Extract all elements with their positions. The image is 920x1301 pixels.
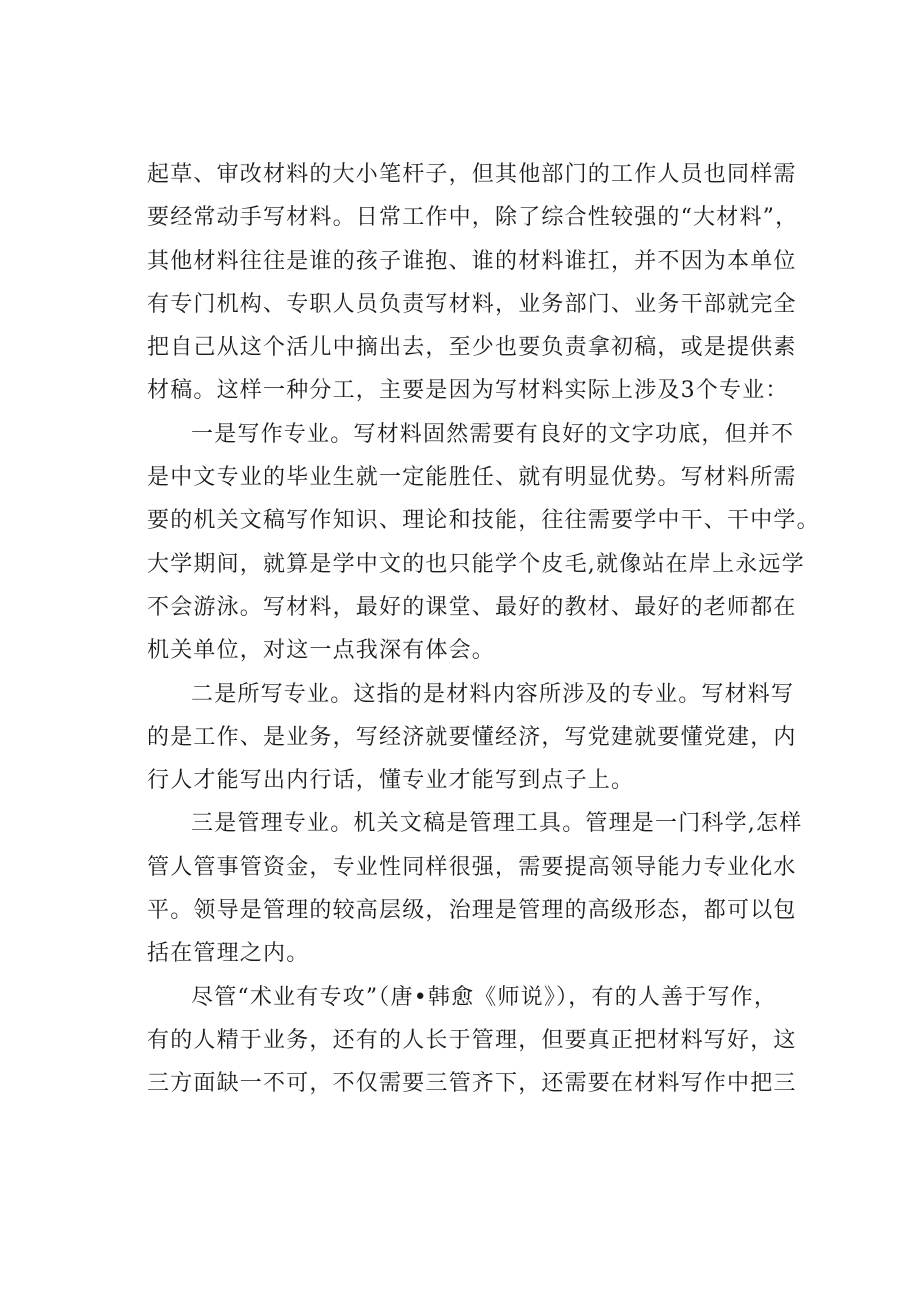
text-line: 是中文专业的毕业生就一定能胜任、就有明显优势。写材料所需 [147, 465, 797, 491]
text-line: 管人管事管资金，专业性同样很强，需要提高领导能力专业化水 [147, 854, 797, 880]
paragraph-first-line: 尽管“术业有专攻”（唐•韩愈《师说》），有的人善于写作， [191, 984, 778, 1010]
text-line: 三方面缺一不可，不仅需要三管齐下，还需要在材料写作中把三 [147, 1071, 797, 1097]
paragraph-first-line: 一是写作专业。写材料固然需要有良好的文字功底，但并不 [191, 421, 795, 447]
text-line: 机关单位，对这一点我深有体会。 [147, 638, 496, 664]
paragraph-first-line: 三是管理专业。机关文稿是管理工具。管理是一门科学,怎样 [191, 811, 803, 837]
body-text [147, 153, 820, 1106]
text-line: 其他材料往往是谁的孩子谁抱、谁的材料谁扛，并不因为本单位 [147, 248, 797, 274]
text-line: 把自己从这个活儿中摘出去，至少也要负责拿初稿，或是提供素 [147, 335, 797, 361]
text-line: 大学期间，就算是学中文的也只能学个皮毛,就像站在岸上永远学 [147, 551, 805, 577]
text-line: 有的人精于业务，还有的人长于管理，但要真正把材料写好，这 [147, 1027, 797, 1053]
text-line: 括在管理之内。 [147, 941, 310, 967]
text-line: 的是工作、是业务，写经济就要懂经济，写党建就要懂党建，内 [147, 724, 797, 750]
text-line: 平。领导是管理的较高层级，治理是管理的高级形态，都可以包 [147, 898, 797, 924]
text-line: 材稿。这样一种分工，主要是因为写材料实际上涉及3个专业： [147, 378, 789, 404]
text-line: 要的机关文稿写作知识、理论和技能，往往需要学中干、干中学。 [147, 508, 820, 534]
text-line: 要经常动手写材料。日常工作中，除了综合性较强的“大材料”， [147, 205, 799, 231]
text-line: 不会游泳。写材料，最好的课堂、最好的教材、最好的老师都在 [147, 594, 797, 620]
text-line: 行人才能写出内行话，懂专业才能写到点子上。 [147, 768, 635, 794]
paragraph-first-line: 二是所写专业。这指的是材料内容所涉及的专业。写材料写 [191, 681, 795, 707]
text-line: 有专门机构、专职人员负责写材料，业务部门、业务干部就完全 [147, 291, 797, 317]
text-line: 起草、审改材料的大小笔杆子，但其他部门的工作人员也同样需 [147, 162, 797, 187]
